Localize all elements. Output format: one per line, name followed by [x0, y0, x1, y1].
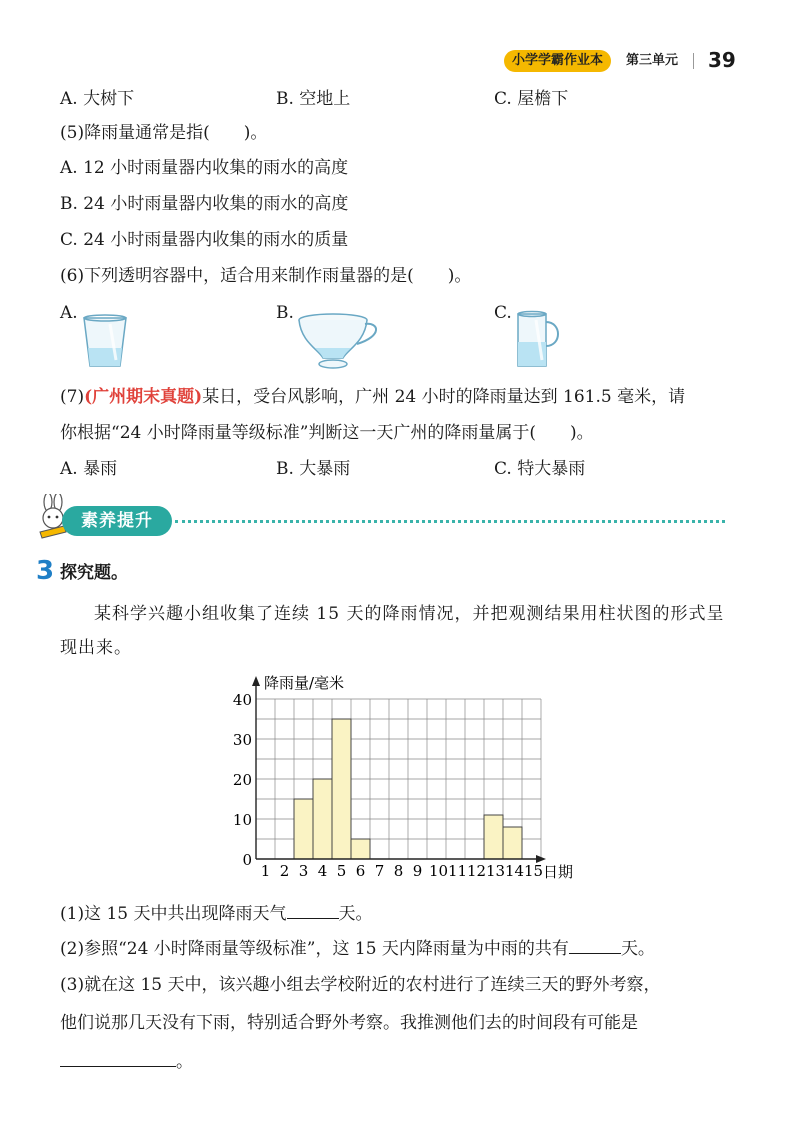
q6-label-a: A. [60, 303, 78, 323]
q4-option-a: A. 大树下 [60, 89, 135, 109]
x-tick-label: 1 [260, 862, 271, 880]
q7-option-a: A. 暴雨 [60, 459, 118, 479]
q7-line1 [60, 386, 685, 408]
sub-question-3-line1: (3)就在这 15 天中，该兴趣小组去学校附近的农村进行了连续三天的野外考察， [60, 975, 661, 995]
x-tick-label: 7 [374, 862, 385, 880]
question-intro: 某科学兴趣小组收集了连续 15 天的降雨情况，并把观测结果用柱状图的形式呈现出来。 [60, 604, 725, 658]
q4-option-c: C. 屋檐下 [494, 89, 569, 109]
sub-question-3-end: 。 [176, 1052, 193, 1072]
x-tick-label: 10 [428, 862, 449, 880]
x-tick-label: 9 [412, 862, 423, 880]
q7-line2: 你根据“24 小时降雨量等级标准”判断这一天广州的降雨量属于( )。 [60, 423, 594, 443]
x-tick-label: 14 [504, 862, 525, 880]
x-tick-label: 8 [393, 862, 404, 880]
q7-number: (7) [60, 387, 85, 407]
q6-stem: (6)下列透明容器中，适合用来制作雨量器的是( )。 [60, 266, 472, 286]
bar-day-5 [332, 719, 351, 859]
x-tick-label: 6 [355, 862, 366, 880]
bar-day-13 [484, 815, 503, 859]
bar-day-6 [351, 839, 370, 859]
q5-option-c: C. 24 小时雨量器内收集的雨水的质量 [60, 230, 349, 250]
q7-option-c: C. 特大暴雨 [494, 459, 586, 479]
x-axis-label: 日期 [543, 863, 574, 881]
q5-option-a: A. 12 小时雨量器内收集的雨水的高度 [60, 158, 349, 178]
question-title: 探究题。 [60, 563, 128, 583]
x-tick-label: 2 [279, 862, 290, 880]
y-tick-label: 20 [232, 771, 252, 789]
question-number: 3 [36, 556, 55, 586]
q4-option-b: B. 空地上 [276, 89, 351, 109]
sub-question-3-line2: 他们说那几天没有下雨，特别适合野外考察。我推测他们去的时间段有可能是 [60, 1013, 638, 1033]
answer-blank-1[interactable] [287, 902, 339, 919]
sub-question-2 [60, 937, 655, 960]
sub-question-2-text: (2)参照“24 小时降雨量等级标准”，这 15 天内降雨量为中雨的共有 [60, 939, 569, 959]
x-tick-label: 12 [466, 862, 487, 880]
q7-source-tag: (广州期末真题) [84, 387, 203, 407]
y-tick-label: 0 [242, 851, 252, 869]
sub-question-1-unit: 天。 [338, 904, 373, 924]
mug-icon [512, 306, 568, 370]
x-tick-label: 4 [317, 862, 328, 880]
book-title-badge: 小学学霸作业本 [504, 50, 611, 72]
bar-day-4 [313, 779, 332, 859]
q6-label-b: B. [276, 303, 294, 323]
x-tick-label: 11 [447, 862, 468, 880]
y-axis-arrow-icon [252, 676, 260, 686]
section-banner: 素养提升 [62, 506, 172, 536]
answer-blank-3[interactable] [60, 1050, 176, 1067]
q6-label-c: C. [494, 303, 512, 323]
x-tick-label: 15 [523, 862, 544, 880]
y-tick-label: 10 [232, 811, 252, 829]
rainfall-bar-chart [200, 664, 590, 888]
x-tick-label: 3 [298, 862, 309, 880]
bar-day-3 [294, 799, 313, 859]
y-axis-label: 降雨量/毫米 [264, 674, 345, 692]
x-tick-label: 13 [485, 862, 506, 880]
sub-question-1-text: (1)这 15 天中共出现降雨天气 [60, 904, 287, 924]
bar-day-14 [503, 827, 522, 859]
y-tick-label: 30 [232, 731, 252, 749]
sub-question-3-answer [60, 1050, 193, 1073]
header-divider [693, 53, 694, 69]
page-number: 39 [708, 48, 736, 72]
sub-question-2-unit: 天。 [620, 939, 655, 959]
y-tick-label: 40 [232, 691, 252, 709]
q5-stem: (5)降雨量通常是指( )。 [60, 123, 268, 143]
teacup-icon [295, 310, 385, 372]
section-dotted-divider [175, 520, 725, 523]
q7-text-1: 某日，受台风影响，广州 24 小时的降雨量达到 161.5 毫米，请 [202, 387, 686, 407]
unit-label: 第三单元 [626, 53, 679, 68]
answer-blank-2[interactable] [569, 937, 621, 954]
q5-option-b: B. 24 小时雨量器内收集的雨水的高度 [60, 194, 349, 214]
x-tick-label: 5 [336, 862, 347, 880]
straight-glass-icon [80, 310, 130, 370]
q7-option-b: B. 大暴雨 [276, 459, 351, 479]
sub-question-1 [60, 902, 373, 925]
